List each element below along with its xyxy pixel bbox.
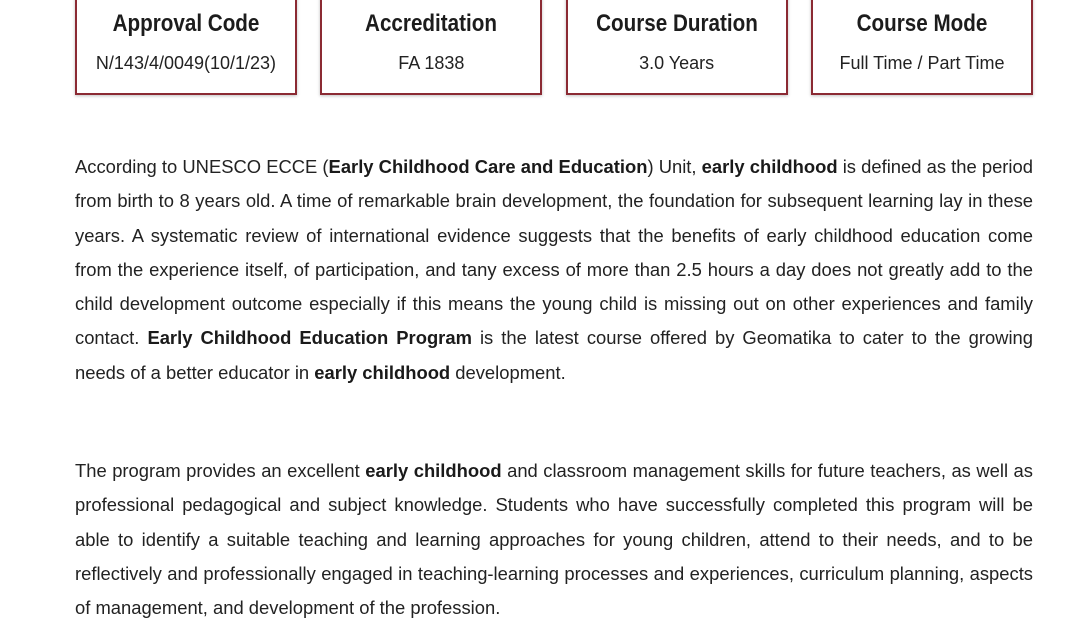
course-duration-card bbox=[566, 0, 788, 95]
p2-text-2: and classroom management skills for future teachers, as well as professional pedagogical and subject knowledge. Students who have successfully completed this program will be able to identify a suitable teaching and learning approaches for young children, attend to their needs, and to be reflectively and professionally engaged in teaching-learning processes and experiences, curriculum planning, aspects of management, and development of the profession. bbox=[75, 460, 1033, 619]
p1-bold-early-childhood-2: early childhood bbox=[314, 361, 451, 383]
accreditation-value: FA 1838 bbox=[398, 53, 465, 73]
approval-code-title: Approval Code bbox=[112, 10, 260, 37]
accreditation-card bbox=[320, 0, 542, 95]
course-mode-card bbox=[811, 0, 1033, 95]
p1-text-1: According to UNESCO ECCE ( bbox=[75, 156, 329, 177]
accreditation-title: Accreditation bbox=[365, 10, 498, 37]
p1-bold-early-childhood: early childhood bbox=[701, 156, 838, 177]
p1-bold-program-name: Early Childhood Education Program bbox=[147, 327, 472, 349]
p1-text-3: is defined as the period from birth to 8 years old. A time of remarkable brain development, the foundation for subsequent learning lay in these years. A systematic review of international evidence suggests that the benefits of early childhood education come from the experience itself, of participation, and tany excess of more than 2.5 hours a day does not greatly add to the child development outcome especially if this means the young child is missing out on other experiences and family contact. bbox=[75, 156, 1033, 349]
description-paragraph-2 bbox=[75, 454, 1033, 625]
p2-bold-early-childhood: early childhood bbox=[365, 460, 502, 481]
approval-code-value: N/143/4/0049(10/1/23) bbox=[95, 53, 277, 73]
course-duration-value: 3.0 Years bbox=[639, 53, 715, 73]
description-paragraph-1 bbox=[75, 150, 1033, 390]
course-duration-title: Course Duration bbox=[595, 10, 758, 37]
course-info-cards bbox=[75, 0, 1033, 95]
approval-code-card bbox=[75, 0, 297, 95]
p1-text-4: is the latest course offered by Geomatika to cater to the growing needs of a better educator in bbox=[75, 327, 1033, 383]
course-mode-title: Course Mode bbox=[856, 10, 988, 37]
p1-bold-ecce: Early Childhood Care and Education bbox=[328, 156, 648, 177]
p2-text-1: The program provides an excellent bbox=[75, 460, 366, 481]
p1-text-2: ) Unit, bbox=[647, 156, 702, 177]
p1-text-5: development. bbox=[450, 361, 566, 383]
course-mode-value: Full Time / Part Time bbox=[839, 53, 1005, 73]
